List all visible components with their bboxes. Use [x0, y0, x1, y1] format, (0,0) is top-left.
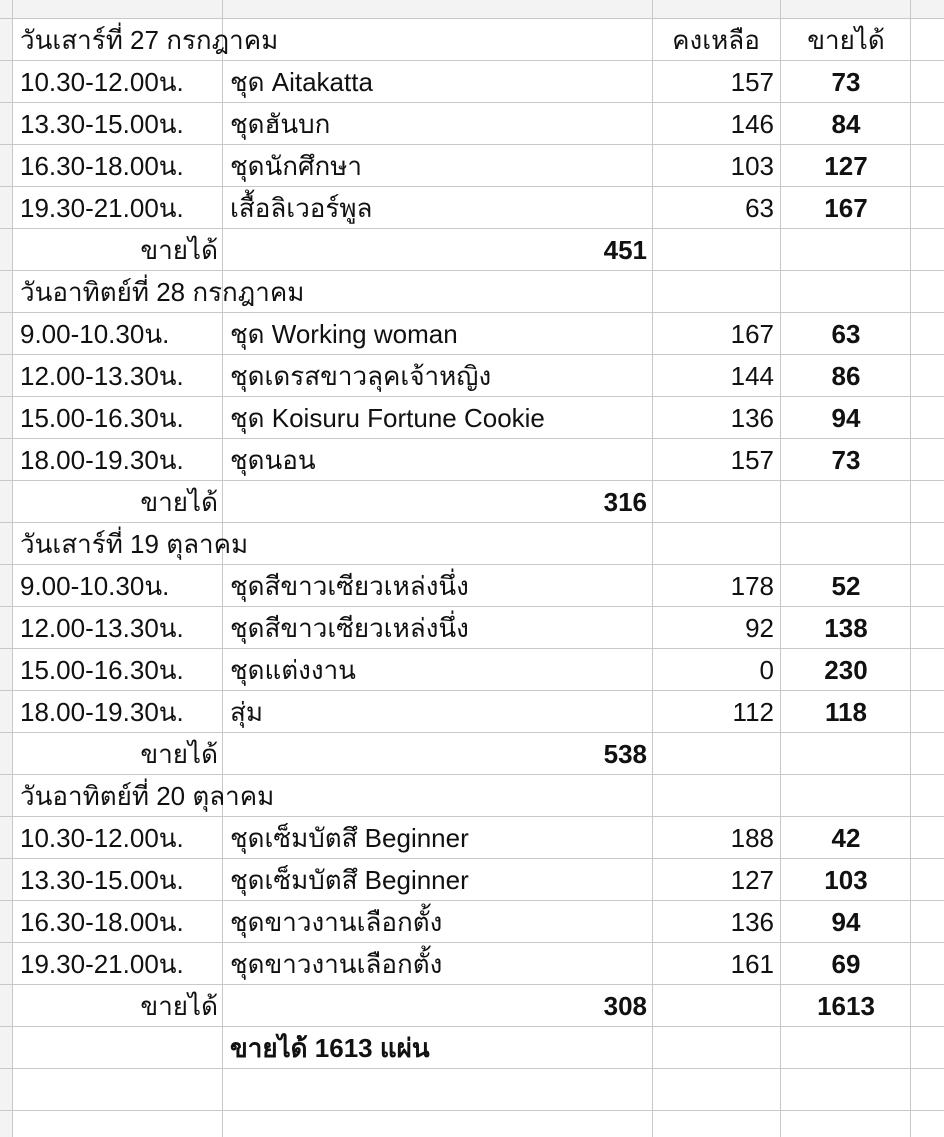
outfit-name-cell[interactable]: ชุดขาวงานเลือกตั้ง	[230, 907, 443, 937]
time-cell[interactable]: 9.00-10.30น.	[20, 571, 170, 601]
outfit-name-cell[interactable]: ชุดฮันบก	[230, 109, 331, 139]
remaining-cell[interactable]: 188	[730, 823, 774, 853]
sold-cell[interactable]: 94	[831, 403, 861, 433]
gridline-h	[0, 1110, 944, 1111]
time-cell[interactable]: 12.00-13.30น.	[20, 361, 184, 391]
time-cell[interactable]: 18.00-19.30น.	[20, 445, 184, 475]
time-cell[interactable]: 13.30-15.00น.	[20, 109, 184, 139]
sold-cell[interactable]: 84	[831, 109, 861, 139]
day-sum-label-cell[interactable]: ขายได้	[140, 235, 218, 265]
outfit-name-cell[interactable]: เสื้อลิเวอร์พูล	[230, 193, 373, 223]
outfit-name-cell[interactable]: ชุดแต่งงาน	[230, 655, 356, 685]
time-cell[interactable]: 19.30-21.00น.	[20, 193, 184, 223]
time-cell[interactable]: 19.30-21.00น.	[20, 949, 184, 979]
outfit-name-cell[interactable]: ชุด Working woman	[230, 319, 458, 349]
grand-total-cell[interactable]: 1613	[817, 991, 875, 1021]
day-sum-label-cell[interactable]: ขายได้	[140, 739, 218, 769]
outfit-name-cell[interactable]: ชุดเซ็มบัตสึ Beginner	[230, 865, 469, 895]
day-title-cell[interactable]: วันเสาร์ที่ 19 ตุลาคม	[20, 529, 249, 559]
outfit-name-cell[interactable]: ชุดเซ็มบัตสึ Beginner	[230, 823, 469, 853]
outfit-name-cell[interactable]: ชุดนักศึกษา	[230, 151, 363, 181]
sold-cell[interactable]: 73	[831, 67, 861, 97]
header-sold-cell[interactable]: ขายได้	[807, 25, 885, 55]
time-cell[interactable]: 18.00-19.30น.	[20, 697, 184, 727]
outfit-name-cell[interactable]: ชุดขาวงานเลือกตั้ง	[230, 949, 443, 979]
outfit-name-cell[interactable]: ชุดนอน	[230, 445, 316, 475]
remaining-cell[interactable]: 157	[730, 445, 774, 475]
outfit-name-cell[interactable]: ชุดสีขาวเซียวเหล่งนึ่ง	[230, 571, 469, 601]
row-header-strip	[0, 0, 12, 1137]
sold-cell[interactable]: 73	[831, 445, 861, 475]
gridline-v	[222, 0, 223, 1137]
time-cell[interactable]: 10.30-12.00น.	[20, 67, 184, 97]
remaining-cell[interactable]: 157	[730, 67, 774, 97]
sold-cell[interactable]: 127	[824, 151, 868, 181]
column-header-strip	[0, 0, 944, 19]
header-remaining-cell[interactable]: คงเหลือ	[672, 25, 760, 55]
sold-cell[interactable]: 94	[831, 907, 861, 937]
outfit-name-cell[interactable]: ชุดเดรสขาวลุคเจ้าหญิง	[230, 361, 492, 391]
total-summary-cell[interactable]: ขายได้ 1613 แผ่น	[230, 1033, 430, 1063]
sold-cell[interactable]: 230	[824, 655, 868, 685]
gridline-v	[780, 0, 781, 1137]
time-cell[interactable]: 10.30-12.00น.	[20, 823, 184, 853]
remaining-cell[interactable]: 167	[730, 319, 774, 349]
day-title-cell[interactable]: วันอาทิตย์ที่ 20 ตุลาคม	[20, 781, 275, 811]
remaining-cell[interactable]: 178	[730, 571, 774, 601]
remaining-cell[interactable]: 146	[730, 109, 774, 139]
day-title-cell[interactable]: วันเสาร์ที่ 27 กรกฎาคม	[20, 25, 279, 55]
time-cell[interactable]: 12.00-13.30น.	[20, 613, 184, 643]
day-title-cell[interactable]: วันอาทิตย์ที่ 28 กรกฎาคม	[20, 277, 305, 307]
remaining-cell[interactable]: 92	[745, 613, 774, 643]
sold-cell[interactable]: 118	[825, 697, 867, 727]
remaining-cell[interactable]: 161	[730, 949, 774, 979]
sold-cell[interactable]: 69	[831, 949, 861, 979]
time-cell[interactable]: 16.30-18.00น.	[20, 907, 184, 937]
sold-cell[interactable]: 167	[824, 193, 868, 223]
time-cell[interactable]: 15.00-16.30น.	[20, 655, 184, 685]
sold-cell[interactable]: 86	[831, 361, 861, 391]
sold-cell[interactable]: 103	[824, 865, 868, 895]
sold-cell[interactable]: 138	[824, 613, 868, 643]
sold-cell[interactable]: 63	[831, 319, 861, 349]
remaining-cell[interactable]: 136	[730, 403, 774, 433]
remaining-cell[interactable]: 127	[730, 865, 774, 895]
gridline-v	[12, 0, 13, 1137]
gridline-h	[0, 1026, 944, 1027]
outfit-name-cell[interactable]: ชุด Aitakatta	[230, 67, 373, 97]
day-sum-value-cell[interactable]: 538	[603, 739, 647, 769]
day-sum-value-cell[interactable]: 316	[603, 487, 647, 517]
time-cell[interactable]: 9.00-10.30น.	[20, 319, 170, 349]
day-sum-label-cell[interactable]: ขายได้	[140, 487, 218, 517]
outfit-name-cell[interactable]: สุ่ม	[230, 697, 264, 727]
outfit-name-cell[interactable]: ชุดสีขาวเซียวเหล่งนึ่ง	[230, 613, 469, 643]
gridline-v	[652, 0, 653, 1137]
time-cell[interactable]: 16.30-18.00น.	[20, 151, 184, 181]
remaining-cell[interactable]: 144	[730, 361, 774, 391]
gridline-h	[0, 1068, 944, 1069]
remaining-cell[interactable]: 112	[732, 697, 774, 727]
remaining-cell[interactable]: 0	[759, 655, 774, 685]
time-cell[interactable]: 13.30-15.00น.	[20, 865, 184, 895]
sold-cell[interactable]: 42	[831, 823, 861, 853]
day-sum-value-cell[interactable]: 308	[603, 991, 647, 1021]
remaining-cell[interactable]: 136	[730, 907, 774, 937]
time-cell[interactable]: 15.00-16.30น.	[20, 403, 184, 433]
remaining-cell[interactable]: 103	[730, 151, 774, 181]
day-sum-label-cell[interactable]: ขายได้	[140, 991, 218, 1021]
outfit-name-cell[interactable]: ชุด Koisuru Fortune Cookie	[230, 403, 545, 433]
remaining-cell[interactable]: 63	[745, 193, 774, 223]
sold-cell[interactable]: 52	[831, 571, 861, 601]
gridline-v	[910, 0, 911, 1137]
day-sum-value-cell[interactable]: 451	[603, 235, 647, 265]
